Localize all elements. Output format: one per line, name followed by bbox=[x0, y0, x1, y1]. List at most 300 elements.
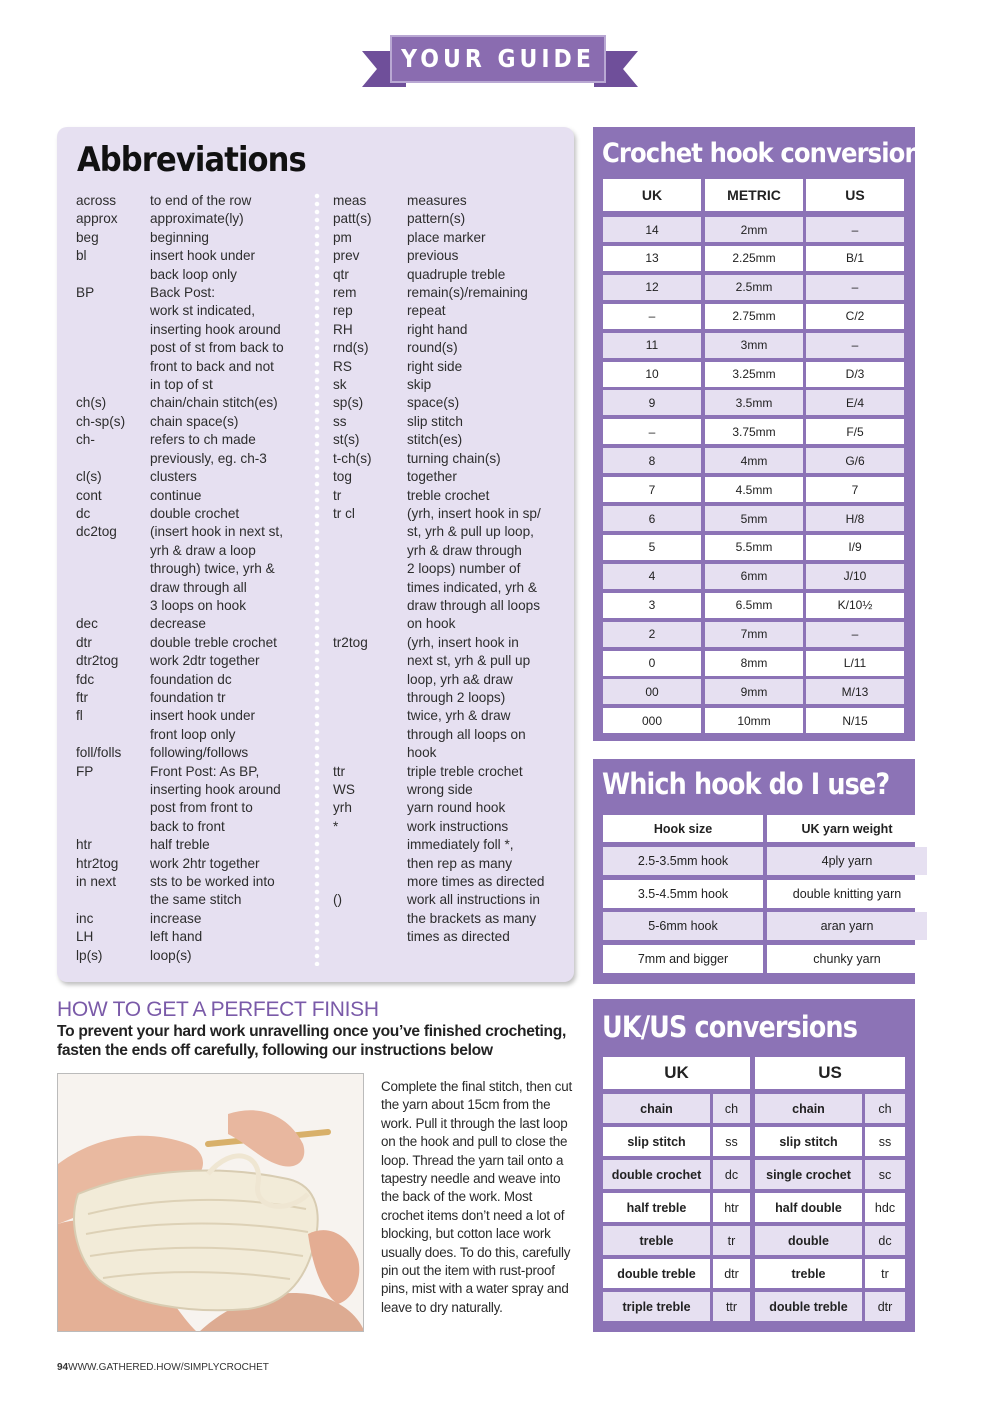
which-hook-cell: 2.5-3.5mm hook bbox=[603, 847, 763, 875]
abbreviation-term: RH bbox=[333, 321, 353, 337]
abbreviation-term: dc2tog bbox=[76, 524, 117, 540]
abbreviation-row bbox=[76, 247, 308, 265]
hook-table-cell: D/3 bbox=[806, 362, 904, 387]
abbreviation-meaning: refers to ch made bbox=[150, 432, 256, 448]
abbreviation-term bbox=[76, 799, 150, 817]
abbreviation-term: RS bbox=[333, 358, 352, 374]
abbreviation-term bbox=[76, 542, 150, 560]
column-divider-dots bbox=[314, 192, 320, 966]
hook-table-cell: 5mm bbox=[705, 506, 803, 531]
abbreviation-meaning: Front Post: As BP, bbox=[150, 763, 260, 779]
abbreviation-row bbox=[333, 431, 563, 449]
abbreviation-meaning: 2 loops) number of bbox=[407, 561, 521, 577]
abbreviation-meaning: through 2 loops) bbox=[407, 689, 506, 705]
abbreviation-meaning: together bbox=[407, 469, 457, 485]
abbreviation-meaning: inserting hook around bbox=[150, 782, 281, 797]
hook-table-header: METRIC bbox=[705, 179, 803, 211]
abbreviation-meaning: 3 loops on hook bbox=[150, 597, 246, 613]
abbreviation-term bbox=[76, 321, 150, 339]
abbreviation-row bbox=[76, 394, 308, 412]
abbreviation-row bbox=[76, 523, 308, 541]
hook-table-cell: 12 bbox=[603, 275, 701, 300]
ukus-cell: dc bbox=[713, 1160, 750, 1189]
abbreviation-term: cont bbox=[76, 487, 102, 503]
abbreviation-term bbox=[333, 873, 407, 891]
abbreviation-term: in next bbox=[76, 874, 117, 890]
abbreviation-meaning: next st, yrh & pull up bbox=[407, 653, 531, 669]
abbreviation-meaning: times as directed bbox=[407, 929, 510, 945]
abbreviation-meaning: place marker bbox=[407, 229, 486, 245]
abbreviation-meaning: insert hook under bbox=[150, 708, 256, 724]
which-hook-cell: aran yarn bbox=[767, 912, 927, 940]
abbreviation-term bbox=[333, 689, 407, 707]
which-hook-cell: 4ply yarn bbox=[767, 847, 927, 875]
hook-table-cell: 3.75mm bbox=[705, 419, 803, 444]
abbreviation-meaning: stitch(es) bbox=[407, 432, 463, 448]
abbreviation-term bbox=[76, 781, 150, 799]
abbreviation-term: BP bbox=[76, 285, 95, 301]
ukus-cell: treble bbox=[755, 1259, 862, 1288]
abbreviation-term: htr bbox=[76, 837, 92, 853]
hook-table-cell: M/13 bbox=[806, 679, 904, 704]
abbreviation-term: sk bbox=[333, 377, 347, 393]
abbreviation-row bbox=[333, 394, 563, 412]
abbreviation-meaning: on hook bbox=[407, 616, 456, 632]
abbreviation-meaning: double treble crochet bbox=[150, 634, 277, 650]
hook-table-cell: 4 bbox=[603, 564, 701, 589]
abbreviation-row bbox=[333, 542, 563, 560]
abbreviation-meaning: twice, yrh & draw bbox=[407, 708, 511, 724]
ukus-cell: sc bbox=[865, 1160, 905, 1189]
hook-table-cell: – bbox=[603, 304, 701, 329]
hook-table-cell: I/9 bbox=[806, 535, 904, 560]
page-number: 94 bbox=[57, 1362, 69, 1373]
abbreviation-meaning: round(s) bbox=[407, 340, 458, 356]
hook-table-cell: 4mm bbox=[705, 448, 803, 473]
abbreviation-meaning: previous bbox=[407, 248, 459, 264]
abbreviation-row bbox=[333, 818, 563, 836]
crochet-photo bbox=[57, 1073, 364, 1332]
ukus-cell: ss bbox=[865, 1127, 905, 1156]
abbreviation-row bbox=[76, 376, 308, 394]
abbreviation-term bbox=[333, 579, 407, 597]
hook-table-cell: 6.5mm bbox=[705, 593, 803, 618]
hook-table-cell: 2.5mm bbox=[705, 275, 803, 300]
ukus-title: UK/US conversions bbox=[602, 1010, 858, 1044]
hook-table-cell: H/8 bbox=[806, 506, 904, 531]
which-hook-cell: double knitting yarn bbox=[767, 880, 927, 908]
abbreviation-term: rnd(s) bbox=[333, 340, 369, 356]
abbreviation-meaning: front to back and not bbox=[150, 358, 274, 374]
hook-table-cell: 11 bbox=[603, 333, 701, 358]
hook-table-cell: – bbox=[806, 622, 904, 647]
abbreviation-row bbox=[333, 358, 563, 376]
abbreviation-row bbox=[76, 873, 308, 891]
ukus-cell: half treble bbox=[603, 1193, 710, 1222]
abbreviation-term bbox=[76, 450, 150, 468]
hook-table-cell: – bbox=[806, 217, 904, 242]
abbreviation-term: bl bbox=[76, 248, 87, 264]
ukus-cell: treble bbox=[603, 1226, 710, 1255]
hook-table-cell: 10 bbox=[603, 362, 701, 387]
abbreviation-meaning: more times as directed bbox=[407, 874, 545, 890]
ukus-cell: double treble bbox=[755, 1292, 862, 1321]
abbreviation-meaning: repeat bbox=[407, 303, 446, 319]
abbreviation-term bbox=[333, 910, 407, 928]
ukus-cell: htr bbox=[713, 1193, 750, 1222]
abbreviation-row bbox=[76, 192, 308, 210]
abbreviation-row bbox=[333, 671, 563, 689]
abbreviation-row bbox=[333, 615, 563, 633]
hook-table-cell: 6 bbox=[603, 506, 701, 531]
abbreviation-meaning: slip stitch bbox=[407, 413, 463, 429]
abbreviation-term bbox=[333, 523, 407, 541]
hands-crochet-illustration bbox=[58, 1074, 364, 1332]
ukus-cell: tr bbox=[865, 1259, 905, 1288]
abbreviation-term bbox=[333, 928, 407, 946]
abbreviation-term: tr2tog bbox=[333, 634, 368, 650]
abbreviation-row bbox=[333, 487, 563, 505]
hook-table-cell: 7mm bbox=[705, 622, 803, 647]
ukus-cell: ch bbox=[713, 1094, 750, 1123]
abbreviation-meaning: times indicated, yrh & bbox=[407, 579, 537, 595]
hook-table-cell: 3.5mm bbox=[705, 390, 803, 415]
hook-table-cell: 3.25mm bbox=[705, 362, 803, 387]
abbreviation-term: patt(s) bbox=[333, 211, 372, 227]
abbreviation-meaning: left hand bbox=[150, 929, 203, 945]
abbreviation-row bbox=[333, 468, 563, 486]
abbreviation-term bbox=[333, 836, 407, 854]
which-hook-header: Hook size bbox=[603, 815, 763, 842]
abbreviation-row bbox=[76, 542, 308, 560]
abbreviation-term: dtr bbox=[76, 634, 92, 650]
abbreviation-row bbox=[76, 910, 308, 928]
abbreviations-left-column bbox=[76, 192, 308, 965]
abbreviation-term: beg bbox=[76, 229, 99, 245]
which-hook-cell: 5-6mm hook bbox=[603, 912, 763, 940]
abbreviation-row bbox=[333, 873, 563, 891]
abbreviation-row bbox=[333, 192, 563, 210]
abbreviation-meaning: yrh & draw a loop bbox=[150, 542, 256, 558]
abbreviation-meaning: loop, yrh a& draw bbox=[407, 671, 513, 687]
abbreviation-term: yrh bbox=[333, 800, 352, 816]
abbreviation-row bbox=[76, 818, 308, 836]
abbreviation-row bbox=[76, 689, 308, 707]
hook-table-cell: 4.5mm bbox=[705, 477, 803, 502]
abbreviation-term: ftr bbox=[76, 689, 89, 705]
hook-table-cell: 3mm bbox=[705, 333, 803, 358]
hook-table-cell: B/1 bbox=[806, 246, 904, 271]
abbreviation-term bbox=[76, 358, 150, 376]
abbreviation-row bbox=[76, 744, 308, 762]
abbreviation-term: fl bbox=[76, 708, 83, 724]
finish-subheading: To prevent your hard work unravelling once you’ve finished crocheting, fasten the ends off carefully, following our instructions below bbox=[57, 1023, 566, 1059]
abbreviation-row bbox=[76, 836, 308, 854]
abbreviation-row bbox=[76, 358, 308, 376]
abbreviation-term bbox=[333, 671, 407, 689]
hook-table-cell: 3 bbox=[603, 593, 701, 618]
abbreviation-term bbox=[76, 597, 150, 615]
hook-table-cell: 2.75mm bbox=[705, 304, 803, 329]
hook-table-cell: E/4 bbox=[806, 390, 904, 415]
abbreviation-row bbox=[333, 505, 563, 523]
abbreviation-row bbox=[333, 247, 563, 265]
abbreviation-row bbox=[333, 707, 563, 725]
abbreviation-meaning: double crochet bbox=[150, 505, 240, 521]
abbreviation-term: dtr2tog bbox=[76, 653, 119, 669]
ukus-header-uk: UK bbox=[603, 1057, 750, 1089]
abbreviation-term: foll/folls bbox=[76, 745, 122, 761]
abbreviation-row bbox=[333, 891, 563, 909]
abbreviation-row bbox=[333, 836, 563, 854]
hook-table-cell: – bbox=[806, 275, 904, 300]
abbreviation-term: htr2tog bbox=[76, 855, 119, 871]
abbreviations-right-column bbox=[333, 192, 563, 947]
abbreviation-meaning: skip bbox=[407, 377, 432, 393]
hook-table-cell: 2 bbox=[603, 622, 701, 647]
abbreviation-term: dec bbox=[76, 616, 98, 632]
abbreviation-row bbox=[333, 910, 563, 928]
abbreviation-term: tog bbox=[333, 469, 352, 485]
hook-table-cell: 8mm bbox=[705, 651, 803, 676]
abbreviation-term: FP bbox=[76, 763, 94, 779]
ukus-cell: tr bbox=[713, 1226, 750, 1255]
abbreviation-row bbox=[76, 413, 308, 431]
abbreviation-term: tr cl bbox=[333, 505, 355, 521]
abbreviation-row bbox=[333, 634, 563, 652]
abbreviation-row bbox=[333, 376, 563, 394]
hook-table-cell: G/6 bbox=[806, 448, 904, 473]
ukus-cell: triple treble bbox=[603, 1292, 710, 1321]
abbreviation-term: t-ch(s) bbox=[333, 450, 372, 466]
abbreviation-meaning: clusters bbox=[150, 469, 197, 485]
abbreviation-term: () bbox=[333, 892, 343, 908]
hook-table-cell: 6mm bbox=[705, 564, 803, 589]
abbreviation-row bbox=[76, 652, 308, 670]
abbreviation-term bbox=[333, 615, 407, 633]
hook-table-cell: L/11 bbox=[806, 651, 904, 676]
abbreviation-row bbox=[333, 266, 563, 284]
hook-table-cell: 7 bbox=[603, 477, 701, 502]
abbreviation-meaning: approximate(ly) bbox=[150, 211, 244, 227]
hook-table-cell: F/5 bbox=[806, 419, 904, 444]
abbreviation-meaning: triple treble crochet bbox=[407, 763, 523, 779]
hook-table-cell: 000 bbox=[603, 708, 701, 733]
abbreviation-term: fdc bbox=[76, 671, 95, 687]
abbreviation-term: WS bbox=[333, 782, 355, 797]
abbreviation-meaning: post from front to bbox=[150, 800, 253, 816]
abbreviation-term: ch-sp(s) bbox=[76, 413, 126, 429]
abbreviation-term bbox=[76, 560, 150, 578]
abbreviation-meaning: quadruple treble bbox=[407, 266, 506, 282]
hook-table-cell: – bbox=[603, 419, 701, 444]
abbreviation-meaning: then rep as many bbox=[407, 855, 513, 871]
ukus-cell: ss bbox=[713, 1127, 750, 1156]
hook-table-cell: 7 bbox=[806, 477, 904, 502]
abbreviation-row bbox=[76, 560, 308, 578]
abbreviation-meaning: work st indicated, bbox=[150, 303, 256, 319]
finish-body-text: Complete the final stitch, then cut the yarn about 15cm from the work. Pull it through the last loop on the hook and pull to close the loop. Thread the yarn tail onto a tapestry needle and weave into the back of the work. Most crochet items don’t need a lot of blocking, but cotton lace work usually does. To do this, carefully pin out the item with rust-proof pins, mist with a water spray and leave to dry naturally. bbox=[381, 1079, 572, 1315]
ukus-cell: dc bbox=[865, 1226, 905, 1255]
abbreviation-meaning: beginning bbox=[150, 229, 209, 245]
abbreviation-meaning: decrease bbox=[150, 616, 206, 632]
abbreviation-meaning: remain(s)/remaining bbox=[407, 285, 528, 301]
abbreviation-row bbox=[333, 302, 563, 320]
abbreviation-meaning: (yrh, insert hook in bbox=[407, 634, 519, 650]
abbreviation-row bbox=[333, 726, 563, 744]
abbreviation-row bbox=[76, 487, 308, 505]
hook-table-cell: 13 bbox=[603, 246, 701, 271]
abbreviation-row bbox=[76, 284, 308, 302]
abbreviation-meaning: yrh & draw through bbox=[407, 542, 522, 558]
hook-conversions-title: Crochet hook conversions bbox=[602, 138, 935, 169]
abbreviation-row bbox=[76, 928, 308, 946]
hook-table-cell: 0 bbox=[603, 651, 701, 676]
abbreviation-row bbox=[76, 229, 308, 247]
abbreviation-row bbox=[76, 855, 308, 873]
abbreviation-row bbox=[76, 781, 308, 799]
abbreviation-row bbox=[76, 634, 308, 652]
abbreviation-row bbox=[76, 891, 308, 909]
ukus-cell: hdc bbox=[865, 1193, 905, 1222]
abbreviation-term: inc bbox=[76, 910, 94, 926]
abbreviation-term: ch(s) bbox=[76, 395, 107, 411]
abbreviation-meaning: inserting hook around bbox=[150, 321, 281, 337]
abbreviation-meaning: the same stitch bbox=[150, 892, 242, 908]
abbreviation-term: qtr bbox=[333, 266, 349, 282]
section-banner bbox=[362, 35, 638, 89]
abbreviation-meaning: through) twice, yrh & bbox=[150, 561, 275, 577]
abbreviation-row bbox=[76, 431, 308, 449]
abbreviation-row bbox=[76, 339, 308, 357]
abbreviation-meaning: back loop only bbox=[150, 266, 237, 282]
abbreviation-row bbox=[76, 579, 308, 597]
ukus-cell: chain bbox=[603, 1094, 710, 1123]
abbreviation-meaning: insert hook under bbox=[150, 248, 256, 264]
footer-url: WWW.GATHERED.HOW/SIMPLYCROCHET bbox=[68, 1362, 269, 1373]
ukus-cell: double bbox=[755, 1226, 862, 1255]
which-hook-cell: 7mm and bigger bbox=[603, 945, 763, 973]
abbreviation-meaning: following/follows bbox=[150, 745, 249, 761]
abbreviation-term: ttr bbox=[333, 763, 346, 779]
hook-table-cell: 2.25mm bbox=[705, 246, 803, 271]
ukus-cell: ch bbox=[865, 1094, 905, 1123]
abbreviation-term bbox=[333, 744, 407, 762]
abbreviation-meaning: Back Post: bbox=[150, 285, 215, 301]
abbreviation-meaning: previously, eg. ch-3 bbox=[150, 450, 267, 466]
abbreviation-term bbox=[333, 597, 407, 615]
abbreviation-meaning: space(s) bbox=[407, 395, 460, 411]
abbreviation-row bbox=[76, 210, 308, 228]
abbreviation-meaning: work instructions bbox=[407, 818, 509, 834]
ukus-cell: dtr bbox=[865, 1292, 905, 1321]
ukus-header-us: US bbox=[755, 1057, 905, 1089]
abbreviation-term: across bbox=[76, 193, 117, 208]
abbreviation-term: meas bbox=[333, 193, 367, 208]
hook-table-cell: 8 bbox=[603, 448, 701, 473]
abbreviation-row bbox=[333, 284, 563, 302]
abbreviation-meaning: right hand bbox=[407, 321, 468, 337]
finish-heading: HOW TO GET A PERFECT FINISH bbox=[57, 998, 379, 1021]
abbreviation-row bbox=[76, 671, 308, 689]
abbreviation-term bbox=[76, 891, 150, 909]
abbreviation-row bbox=[333, 321, 563, 339]
abbreviation-meaning: back to front bbox=[150, 818, 225, 834]
abbreviation-row bbox=[76, 726, 308, 744]
ukus-cell: dtr bbox=[713, 1259, 750, 1288]
abbreviation-row bbox=[76, 597, 308, 615]
abbreviation-row bbox=[76, 615, 308, 633]
hook-table-cell: – bbox=[806, 333, 904, 358]
abbreviation-term: pm bbox=[333, 229, 352, 245]
hook-table-cell: K/10½ bbox=[806, 593, 904, 618]
abbreviation-term: ss bbox=[333, 413, 347, 429]
abbreviation-term: st(s) bbox=[333, 432, 360, 448]
which-hook-header: UK yarn weight bbox=[767, 815, 927, 842]
abbreviation-meaning: work all instructions in bbox=[407, 892, 540, 908]
abbreviation-term: ch- bbox=[76, 432, 95, 448]
hook-table-cell: 5.5mm bbox=[705, 535, 803, 560]
abbreviation-row bbox=[76, 799, 308, 817]
hook-table-header: UK bbox=[603, 179, 701, 211]
hook-table-cell: 9 bbox=[603, 390, 701, 415]
which-hook-cell: chunky yarn bbox=[767, 945, 927, 973]
abbreviation-meaning: post of st from back to bbox=[150, 340, 284, 356]
abbreviation-term bbox=[76, 339, 150, 357]
abbreviation-meaning: foundation tr bbox=[150, 689, 226, 705]
abbreviation-term: approx bbox=[76, 211, 118, 227]
abbreviation-row bbox=[76, 321, 308, 339]
abbreviation-row bbox=[76, 450, 308, 468]
abbreviation-meaning: st, yrh & pull up loop, bbox=[407, 524, 534, 540]
abbreviation-row bbox=[333, 744, 563, 762]
abbreviation-term bbox=[333, 707, 407, 725]
abbreviation-meaning: (yrh, insert hook in sp/ bbox=[407, 505, 541, 521]
abbreviation-term: * bbox=[333, 818, 339, 834]
abbreviation-meaning: hook bbox=[407, 745, 437, 761]
abbreviation-row bbox=[76, 468, 308, 486]
ukus-cell: ttr bbox=[713, 1292, 750, 1321]
abbreviation-row bbox=[76, 266, 308, 284]
abbreviation-term bbox=[333, 542, 407, 560]
abbreviation-meaning: wrong side bbox=[407, 782, 473, 797]
abbreviation-meaning: in top of st bbox=[150, 377, 213, 393]
abbreviation-meaning: right side bbox=[407, 358, 463, 374]
abbreviation-row bbox=[333, 450, 563, 468]
abbreviation-meaning: chain space(s) bbox=[150, 413, 239, 429]
abbreviation-meaning: yarn round hook bbox=[407, 800, 506, 816]
abbreviation-meaning: measures bbox=[407, 193, 467, 208]
abbreviation-meaning: front loop only bbox=[150, 726, 236, 742]
abbreviation-term bbox=[333, 560, 407, 578]
hook-table-cell: 14 bbox=[603, 217, 701, 242]
ukus-cell: double treble bbox=[603, 1259, 710, 1288]
abbreviation-term: rem bbox=[333, 285, 357, 301]
abbreviation-row bbox=[333, 781, 563, 799]
abbreviation-term: sp(s) bbox=[333, 395, 364, 411]
banner-label: YOUR GUIDE bbox=[401, 44, 595, 74]
abbreviation-term bbox=[76, 266, 150, 284]
abbreviation-meaning: sts to be worked into bbox=[150, 874, 275, 890]
abbreviation-meaning: through all loops on bbox=[407, 726, 526, 742]
hook-table-cell: 00 bbox=[603, 679, 701, 704]
abbreviation-meaning: turning chain(s) bbox=[407, 450, 501, 466]
abbreviation-meaning: work 2htr together bbox=[150, 855, 260, 871]
abbreviation-row bbox=[76, 302, 308, 320]
abbreviation-meaning: continue bbox=[150, 487, 202, 503]
abbreviation-term bbox=[76, 302, 150, 320]
abbreviation-row bbox=[76, 947, 308, 965]
